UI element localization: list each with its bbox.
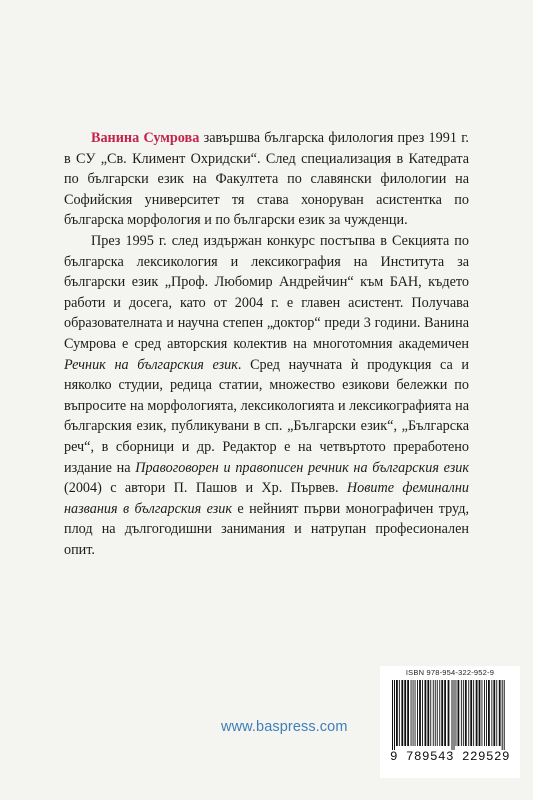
barcode-bar [491, 680, 492, 746]
barcode-bar [496, 680, 497, 746]
isbn-label: ISBN 978-954-322-952-9 [405, 668, 495, 677]
barcode-bar [499, 680, 501, 746]
barcode-bar [407, 680, 409, 746]
barcode-bar [448, 680, 450, 746]
barcode-bar [401, 680, 403, 746]
barcode-bar [415, 680, 416, 746]
barcode-bar [465, 680, 467, 746]
barcode-bar [419, 680, 421, 746]
barcode-bar [441, 680, 443, 746]
barcode-bar [417, 680, 418, 746]
barcode-bar [502, 680, 503, 750]
bio-paragraph-1 [64, 128, 469, 231]
book-title-dictionary: Речник на българския език [64, 356, 238, 373]
barcode-bar [413, 680, 414, 746]
barcode-bar [468, 680, 469, 746]
barcode-bar [437, 680, 438, 746]
barcode-bar [427, 680, 429, 746]
barcode-bar [504, 680, 505, 750]
barcode-bar [493, 680, 495, 746]
barcode-bar [470, 680, 472, 746]
barcode-digits: 9 789543 229529 [389, 750, 511, 764]
barcode-bar [476, 680, 478, 746]
barcode-bar [484, 680, 485, 746]
barcode-bar [486, 680, 487, 746]
barcode-bar [399, 680, 400, 746]
barcode-bar [479, 680, 481, 746]
bio-paragraph-2 [64, 231, 469, 561]
barcode-bars [380, 680, 520, 750]
barcode-bar [463, 680, 464, 746]
barcode-bar [394, 680, 395, 750]
barcode-bar [482, 680, 483, 746]
barcode-bar [392, 680, 393, 750]
barcode-bar [435, 680, 436, 746]
barcode-bar [439, 680, 440, 746]
publisher-website[interactable]: www.baspress.com [221, 719, 348, 735]
barcode-bar [444, 680, 446, 746]
bio-paragraph-2-text-3: (2004) с автори П. Пашов и Хр. Първев. [64, 480, 347, 497]
barcode-bar [488, 680, 490, 746]
barcode-bar [430, 680, 431, 746]
barcode-bar [396, 680, 398, 746]
barcode-bar [452, 680, 453, 750]
author-name: Ванина Сумрова [91, 130, 200, 146]
bio-paragraph-2-text-4: е нейният първи монографичен труд, плод на дългогодишни занимания и натрупан професионален опит. [64, 500, 469, 558]
book-title-orthographic-dictionary: Правоговорен и правописен речник на българския език [135, 459, 469, 476]
barcode-bar [461, 680, 462, 746]
bio-paragraph-1-text: завършва българска филология през 1991 г. в СУ „Св. Климент Охридски“. След специализация в Катедрата по български език на Факултета по славянски филологии на Софийския университет тя става хоноруван асистентка по българска морфология и по български език за чужденци. [64, 130, 469, 229]
barcode-bar [473, 680, 474, 746]
barcode-bar [454, 680, 455, 750]
bio-paragraph-2-text-2: . Сред научната ѝ продукция са и няколко студии, редица статии, множество езикови бележки по въпросите на морфологията, лексикологията и лексикографията на българския език, публикувани в сп. „Български език“, „Българска реч“, в сборници и др. Редактор е на четвъртото преработено издание на [64, 356, 470, 476]
barcode-bar [422, 680, 423, 746]
barcode-bar [404, 680, 406, 746]
book-title-feminine-names: Новите феминални названия в българския език [64, 480, 469, 517]
barcode-bar [425, 680, 427, 746]
barcode-bar [411, 680, 412, 746]
bio-paragraph-2-text-1: През 1995 г. след издържан конкурс постъпва в Секцията по българска лексикология и лексикография на Института за български език „Проф. Любомир Андрейчин“ към БАН, където работи и досега, като от 2004 г. е главен асистент. Получава образователната и научна степен „доктор“ преди 3 години. Ванина Сумрова е сред авторския колектив на многотомния академичен [64, 232, 469, 352]
isbn-barcode [380, 666, 520, 778]
barcode-bar [433, 680, 434, 746]
barcode-bar [458, 680, 460, 746]
barcode-bar [456, 680, 457, 746]
author-bio [64, 128, 469, 560]
